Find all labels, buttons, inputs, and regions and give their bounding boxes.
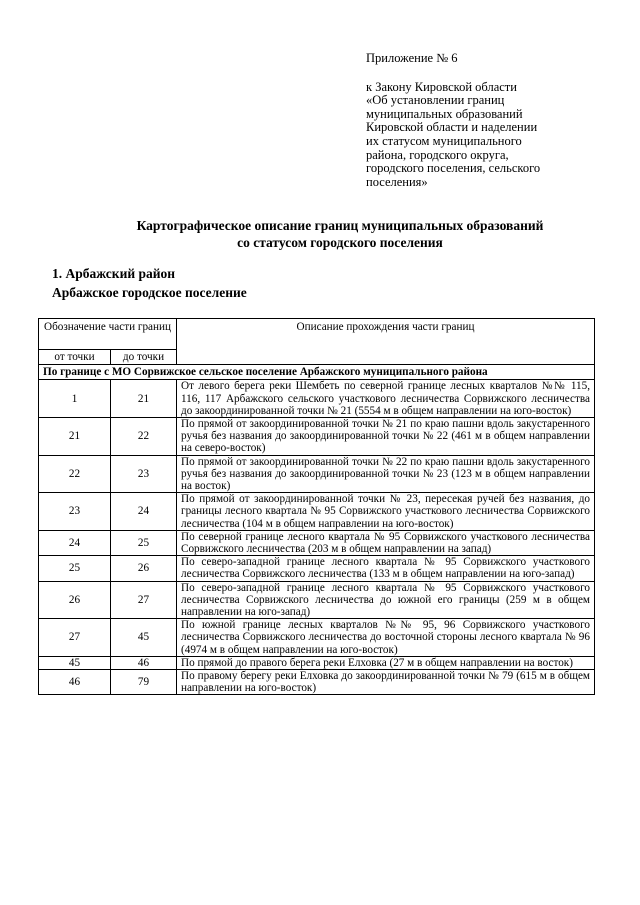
document-title-line: со статусом городского поселения <box>237 235 443 250</box>
from-point-cell: 24 <box>39 530 111 555</box>
table-row <box>39 380 595 418</box>
description-cell: По северной границе лесного квартала № 95 Сорвижского участкового лесничества Сорвижского лесничества (203 м в общем направлении на запад) <box>177 530 595 555</box>
description-cell: По южной границе лесных кварталов №№ 95, 96 Сорвижского участкового лесничества Сорвижского лесничества до восточной стороны лесного квартала № 96 (4974 м в общем направлении на юго-восток) <box>177 619 595 657</box>
from-point-cell: 25 <box>39 556 111 581</box>
settlement-heading: Арбажское городское поселение <box>52 285 247 300</box>
appendix-number: Приложение № 6 <box>366 51 458 65</box>
to-point-cell: 22 <box>111 418 177 456</box>
description-cell: По прямой от закоординированной точки № 22 по краю пашни вдоль закустаренного ручья без названия до закоординированной точки № 23 (123 м в общем направлении на восток) <box>177 455 595 493</box>
description-header: Описание прохождения части границ <box>177 319 595 365</box>
from-point-cell: 45 <box>39 656 111 669</box>
appendix-line: поселения» <box>366 174 428 189</box>
appendix-line: «Об установлении границ <box>366 93 505 108</box>
description-cell: По прямой от закоординированной точки № 21 по краю пашни вдоль закустаренного ручья без названия до закоординированной точки № 22 (461 м в общем направлении на северо-восток) <box>177 418 595 456</box>
description-cell: По северо-западной границе лесного квартала № 95 Сорвижского участкового лесничества Сорвижского лесничества (133 м в общем направлении на юго-запад) <box>177 556 595 581</box>
table-row <box>39 581 595 619</box>
appendix-line: городского поселения, сельского <box>366 161 541 176</box>
from-point-cell: 46 <box>39 670 111 695</box>
table-row <box>39 418 595 456</box>
table-row <box>39 670 595 695</box>
description-cell: По правому берегу реки Елховка до закоординированной точки № 79 (615 м в общем направлении на юго-восток) <box>177 670 595 695</box>
document-title-line: Картографическое описание границ муниципальных образований <box>136 218 544 233</box>
table-row <box>39 530 595 555</box>
boundary-section-row: По границе с МО Сорвижское сельское поселение Арбажского муниципального района <box>39 365 595 380</box>
appendix-line: их статусом муниципального <box>366 133 522 148</box>
document-title <box>60 217 620 251</box>
to-point-cell: 24 <box>111 493 177 531</box>
to-point-cell: 46 <box>111 656 177 669</box>
to-point-cell: 27 <box>111 581 177 619</box>
to-point-cell: 79 <box>111 670 177 695</box>
description-cell: От левого берега реки Шембеть по северной границе лесных кварталов №№ 115, 116, 117 Арбажского сельского участкового лесничества Сорвижского лесничества до закоординированной точки № 21 (5554 м в общем направлении на юго-восток) <box>177 380 595 418</box>
to-point-cell: 26 <box>111 556 177 581</box>
from-point-cell: 27 <box>39 619 111 657</box>
table-row <box>39 455 595 493</box>
appendix-block <box>366 52 616 189</box>
description-cell: По северо-западной границе лесного квартала № 95 Сорвижского участкового лесничества Сорвижского лесничества до южной его границы (259 м в общем направлении на юго-запад) <box>177 581 595 619</box>
description-cell: По прямой до правого берега реки Елховка (27 м в общем направлении на восток) <box>177 656 595 669</box>
from-point-header: от точки <box>39 350 111 365</box>
appendix-line: Кировской области и наделении <box>366 120 538 135</box>
appendix-line: района, городского округа, <box>366 147 509 162</box>
to-point-header: до точки <box>111 350 177 365</box>
table-row <box>39 656 595 669</box>
table-row <box>39 619 595 657</box>
to-point-cell: 23 <box>111 455 177 493</box>
appendix-line: муниципальных образований <box>366 106 523 121</box>
description-cell: По прямой от закоординированной точки № 23, пересекая ручей без названия, до границы лесного квартала № 95 Сорвижского участкового лесничества Сорвижского лесничества (104 м в общем направлении на юго-восток) <box>177 493 595 531</box>
from-point-cell: 1 <box>39 380 111 418</box>
table-row <box>39 493 595 531</box>
part-designation-header: Обозначение части границ <box>39 319 177 350</box>
from-point-cell: 26 <box>39 581 111 619</box>
from-point-cell: 23 <box>39 493 111 531</box>
to-point-cell: 25 <box>111 530 177 555</box>
district-heading: 1. Арбажский район <box>52 266 176 281</box>
boundary-table <box>38 318 595 695</box>
appendix-line: к Закону Кировской области <box>366 79 517 94</box>
to-point-cell: 21 <box>111 380 177 418</box>
to-point-cell: 45 <box>111 619 177 657</box>
table-row <box>39 556 595 581</box>
from-point-cell: 21 <box>39 418 111 456</box>
from-point-cell: 22 <box>39 455 111 493</box>
